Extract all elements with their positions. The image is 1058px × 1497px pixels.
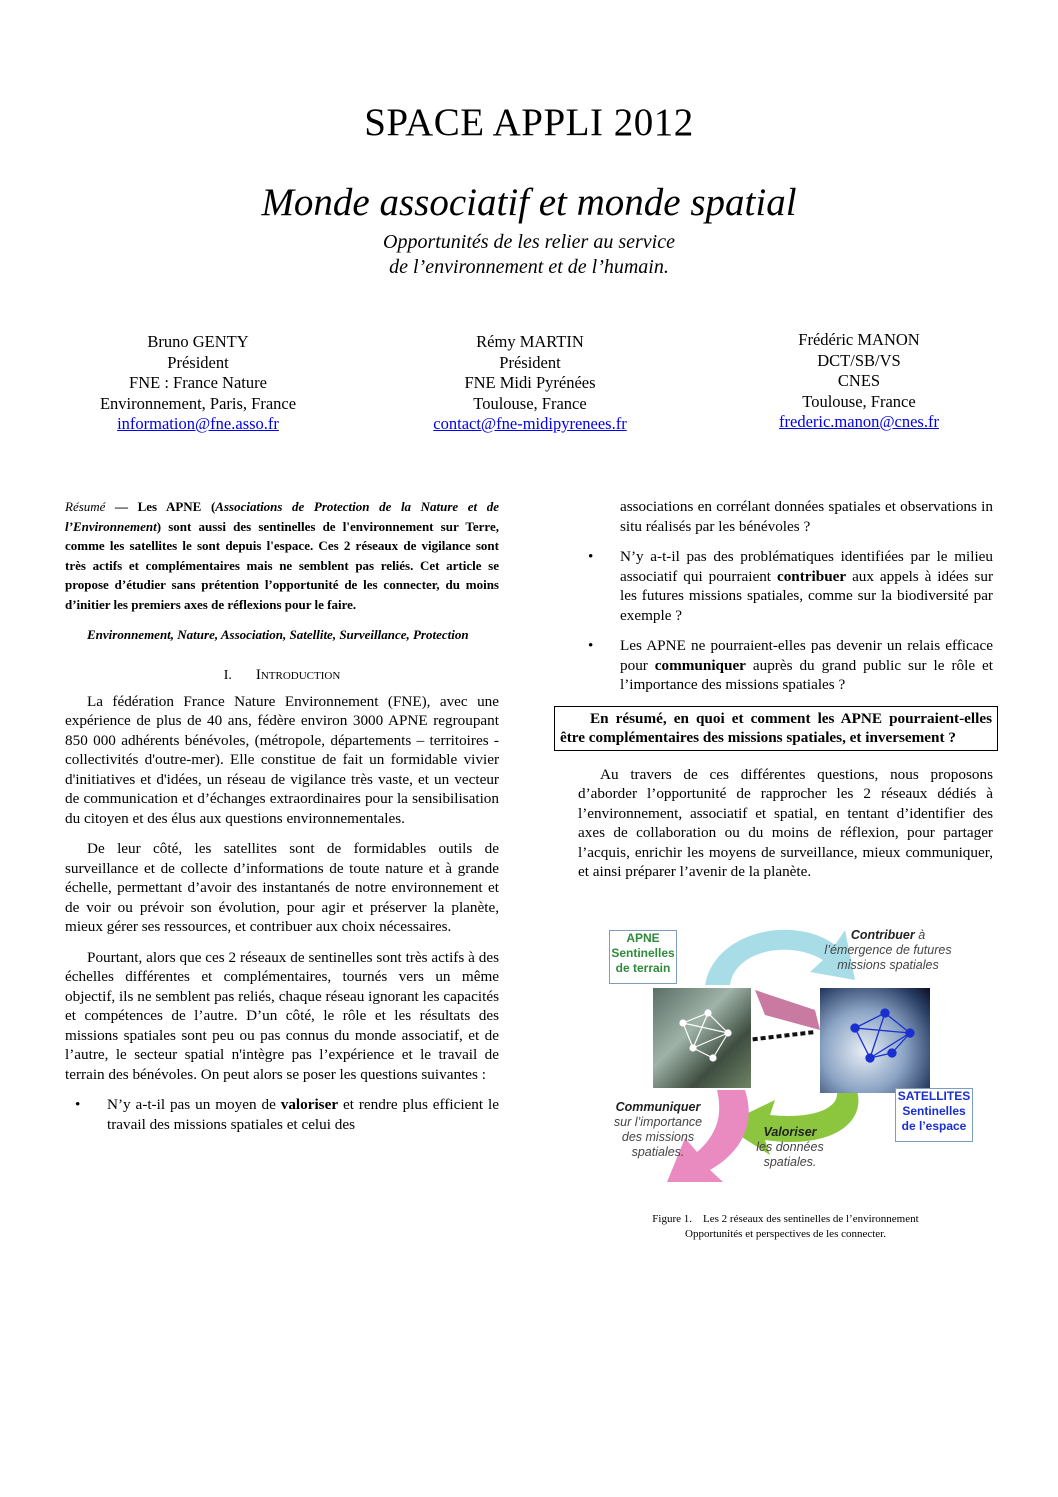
paragraph-3: Pourtant, alors que ces 2 réseaux de sentinelles sont très actifs à des échelles différentes et complémentaires, tournés vers un même objectif, ils ne semblent pas reliés, chaque réseau ignorant les capacités et compétences de l’autre. D’un côté, le rôle et les résultats des missions spatiales sont peu ou pas connus du monde associatif, et de l’autre, le secteur spatial n'intègre pas l’expérience et le travail de terrain des bénévoles. On peut alors se poser les questions suivantes :	[65, 948, 499, 1083]
apne-box	[609, 930, 677, 984]
arrow-pink-band	[755, 990, 820, 1030]
paper-subtitle: Monde associatif et monde spatial	[261, 181, 797, 224]
paper-tagline	[0, 230, 1058, 280]
label-valoriser	[745, 1125, 835, 1170]
caption-label: Figure 1.	[652, 1213, 693, 1225]
label-text: missions spatiales	[837, 958, 939, 972]
label-text: sur l’importance	[613, 1115, 703, 1129]
caption-line-1	[578, 1212, 993, 1227]
caption-text: Les 2 réseaux des sentinelles de l’environnement	[703, 1213, 919, 1225]
bullet-item-2	[578, 547, 993, 625]
apne-box-title: APNE	[626, 931, 660, 945]
label-text: l’émergence de futures	[824, 943, 952, 957]
bullet-item-3	[578, 636, 993, 695]
bullet-text: N’y a-t-il pas un moyen de	[107, 1096, 281, 1114]
paragraph-2: De leur côté, les satellites sont de formidables outils de surveillance et de collecte d’informations de toute nature et à grande échelle, permettant d’avoir des instantanés de notre environnement et de voir ou prévoir son évolution, pour agir et préserver la planète, mieux gérer ses ressources, et contribuer aux choix nécessaires.	[65, 840, 499, 936]
bullet-text-end: auprès du grand public sur le rôle et l’importance des missions spatiales ?	[620, 656, 993, 693]
author-block-manon	[709, 330, 1009, 433]
author-name: Bruno GENTY	[147, 332, 249, 351]
label-text: spatiales.	[763, 1155, 817, 1169]
label-keyword: Valoriser	[763, 1125, 817, 1139]
figure-1	[605, 920, 977, 1200]
abstract-dash: — Les APNE (	[105, 499, 216, 514]
author-location: Environnement, Paris, France	[99, 393, 297, 413]
author-block-martin	[380, 332, 680, 435]
author-org: FNE : France Nature	[129, 373, 267, 392]
label-keyword: Communiquer	[615, 1100, 701, 1114]
section-number: I.	[223, 668, 232, 684]
bullet-text-continued: associations en corrélant données spatiales et observations in situ réalisés par les bénévoles ?	[620, 498, 993, 535]
paragraph-4: Au travers de ces différentes questions, nous proposons d’aborder l’opportunité de rapprocher les 2 réseaux dédiés à l’environnement, associatif et spatial, en tentant d’identifier des axes de collaboration ou du moins de réflexion, pour partager l’acquis, enrichir les moyens de surveillance, mieux communiquer, et ainsi préparer l’avenir de la planète.	[578, 765, 993, 880]
caption-line-2: Opportunités et perspectives de les connecter.	[685, 1228, 886, 1240]
bullet-text: Les APNE ne pourraient-elles pas devenir un relais efficace pour	[620, 637, 993, 674]
left-column	[65, 497, 499, 1134]
figure-caption	[578, 1212, 993, 1242]
forest-photo	[653, 988, 751, 1088]
label-keyword: Contribuer	[850, 928, 915, 942]
bullet-text-end: et rendre plus efficient le travail des missions spatiales et celui des	[107, 1096, 499, 1133]
label-text: des missions	[621, 1130, 695, 1144]
section-title: Introduction	[255, 667, 341, 684]
abstract	[65, 497, 499, 615]
earth-photo	[820, 988, 930, 1093]
author-role: DCT/SB/VS	[817, 350, 901, 370]
sat-box-line: de l’espace	[901, 1119, 967, 1133]
bullet-item-1-continued	[578, 497, 993, 536]
abstract-body: ) sont aussi des sentinelles de l'environnement sur Terre, comme les satellites le sont depuis l'espace. Ces 2 réseaux de vigilance sont très actifs et complémentaires mais ne semblent pas reliés. Cet article se propose d’étudier sans prétention l’opportunité de les connecter, du moins d’initier les premiers axes de réflexions pour le faire.	[65, 518, 499, 612]
apne-network-icon	[653, 988, 751, 1088]
apne-box-line: Sentinelles	[611, 946, 675, 960]
satellite-network-icon	[820, 988, 930, 1093]
keywords: Environnement, Nature, Association, Satellite, Surveillance, Protection	[87, 626, 469, 642]
author-name: Frédéric MANON	[798, 330, 920, 349]
author-role: Président	[167, 352, 229, 372]
bullet-symbol: •	[588, 637, 594, 654]
author-block-genty	[48, 332, 348, 435]
abstract-label: Résumé	[65, 499, 106, 514]
bullet-text-end: aux appels à idées sur les futures missions spatiales, comme sur la biodiversité par exemple ?	[620, 567, 993, 624]
author-name: Rémy MARTIN	[476, 332, 584, 351]
sat-box-line: Sentinelles	[902, 1104, 966, 1118]
label-communiquer	[603, 1100, 713, 1160]
paper-title: SPACE APPLI 2012	[364, 101, 694, 144]
paragraph-1: La fédération France Nature Environnement (FNE), avec une expérience de plus de 40 ans, fédère environ 3000 APNE regroupant 850 000 adhérents bénévoles, (métropole, départements – territoires - collectivités d'outre-mer). Elle constitue de fait un formidable vivier d'initiatives et d'idées, un réseau de vigilance très vaste, et un vecteur de communication et d’échanges extraordinaires pour la sensibilisation du citoyen et des élus aux questions environnementales.	[65, 692, 499, 827]
author-email-link[interactable]: frederic.manon@cnes.fr	[779, 412, 939, 431]
right-column	[560, 497, 993, 893]
bullet-keyword: communiquer	[654, 656, 746, 674]
bullet-keyword: valoriser	[280, 1096, 339, 1114]
author-org: CNES	[837, 371, 881, 390]
label-text: spatiales.	[631, 1145, 685, 1159]
tagline-line-2: de l’environnement et de l’humain.	[389, 256, 669, 278]
sat-box-title: SATELLITES	[897, 1089, 971, 1103]
bullet-text: N’y a-t-il pas des problématiques identifiées par le milieu associatif qui pourraient	[620, 548, 993, 585]
bullet-keyword: contribuer	[776, 567, 847, 585]
author-role: Président	[499, 352, 561, 372]
section-heading	[65, 666, 499, 686]
label-text: les données	[756, 1140, 824, 1154]
label-text: à	[914, 928, 926, 942]
author-location: Toulouse, France	[802, 391, 916, 411]
author-location: Toulouse, France	[473, 393, 587, 413]
apne-box-line: de terrain	[615, 961, 671, 975]
tagline-line-1: Opportunités de les relier au service	[383, 231, 675, 253]
boxed-question: En résumé, en quoi et comment les APNE pourraient-elles être complémentaires des missions spatiales, et inversement ?	[554, 706, 998, 751]
label-contribuer	[803, 928, 973, 973]
author-email-link[interactable]: information@fne.asso.fr	[117, 414, 279, 433]
abstract-term: Associations de Protection de la Nature et de l’Environnement	[65, 499, 500, 534]
author-email-link[interactable]: contact@fne-midipyrenees.fr	[433, 414, 627, 433]
bullet-item-1	[65, 1095, 499, 1134]
bullet-symbol: •	[588, 548, 594, 565]
bullet-symbol: •	[75, 1096, 81, 1114]
author-org: FNE Midi Pyrénées	[464, 373, 596, 392]
satellites-box	[895, 1088, 973, 1142]
